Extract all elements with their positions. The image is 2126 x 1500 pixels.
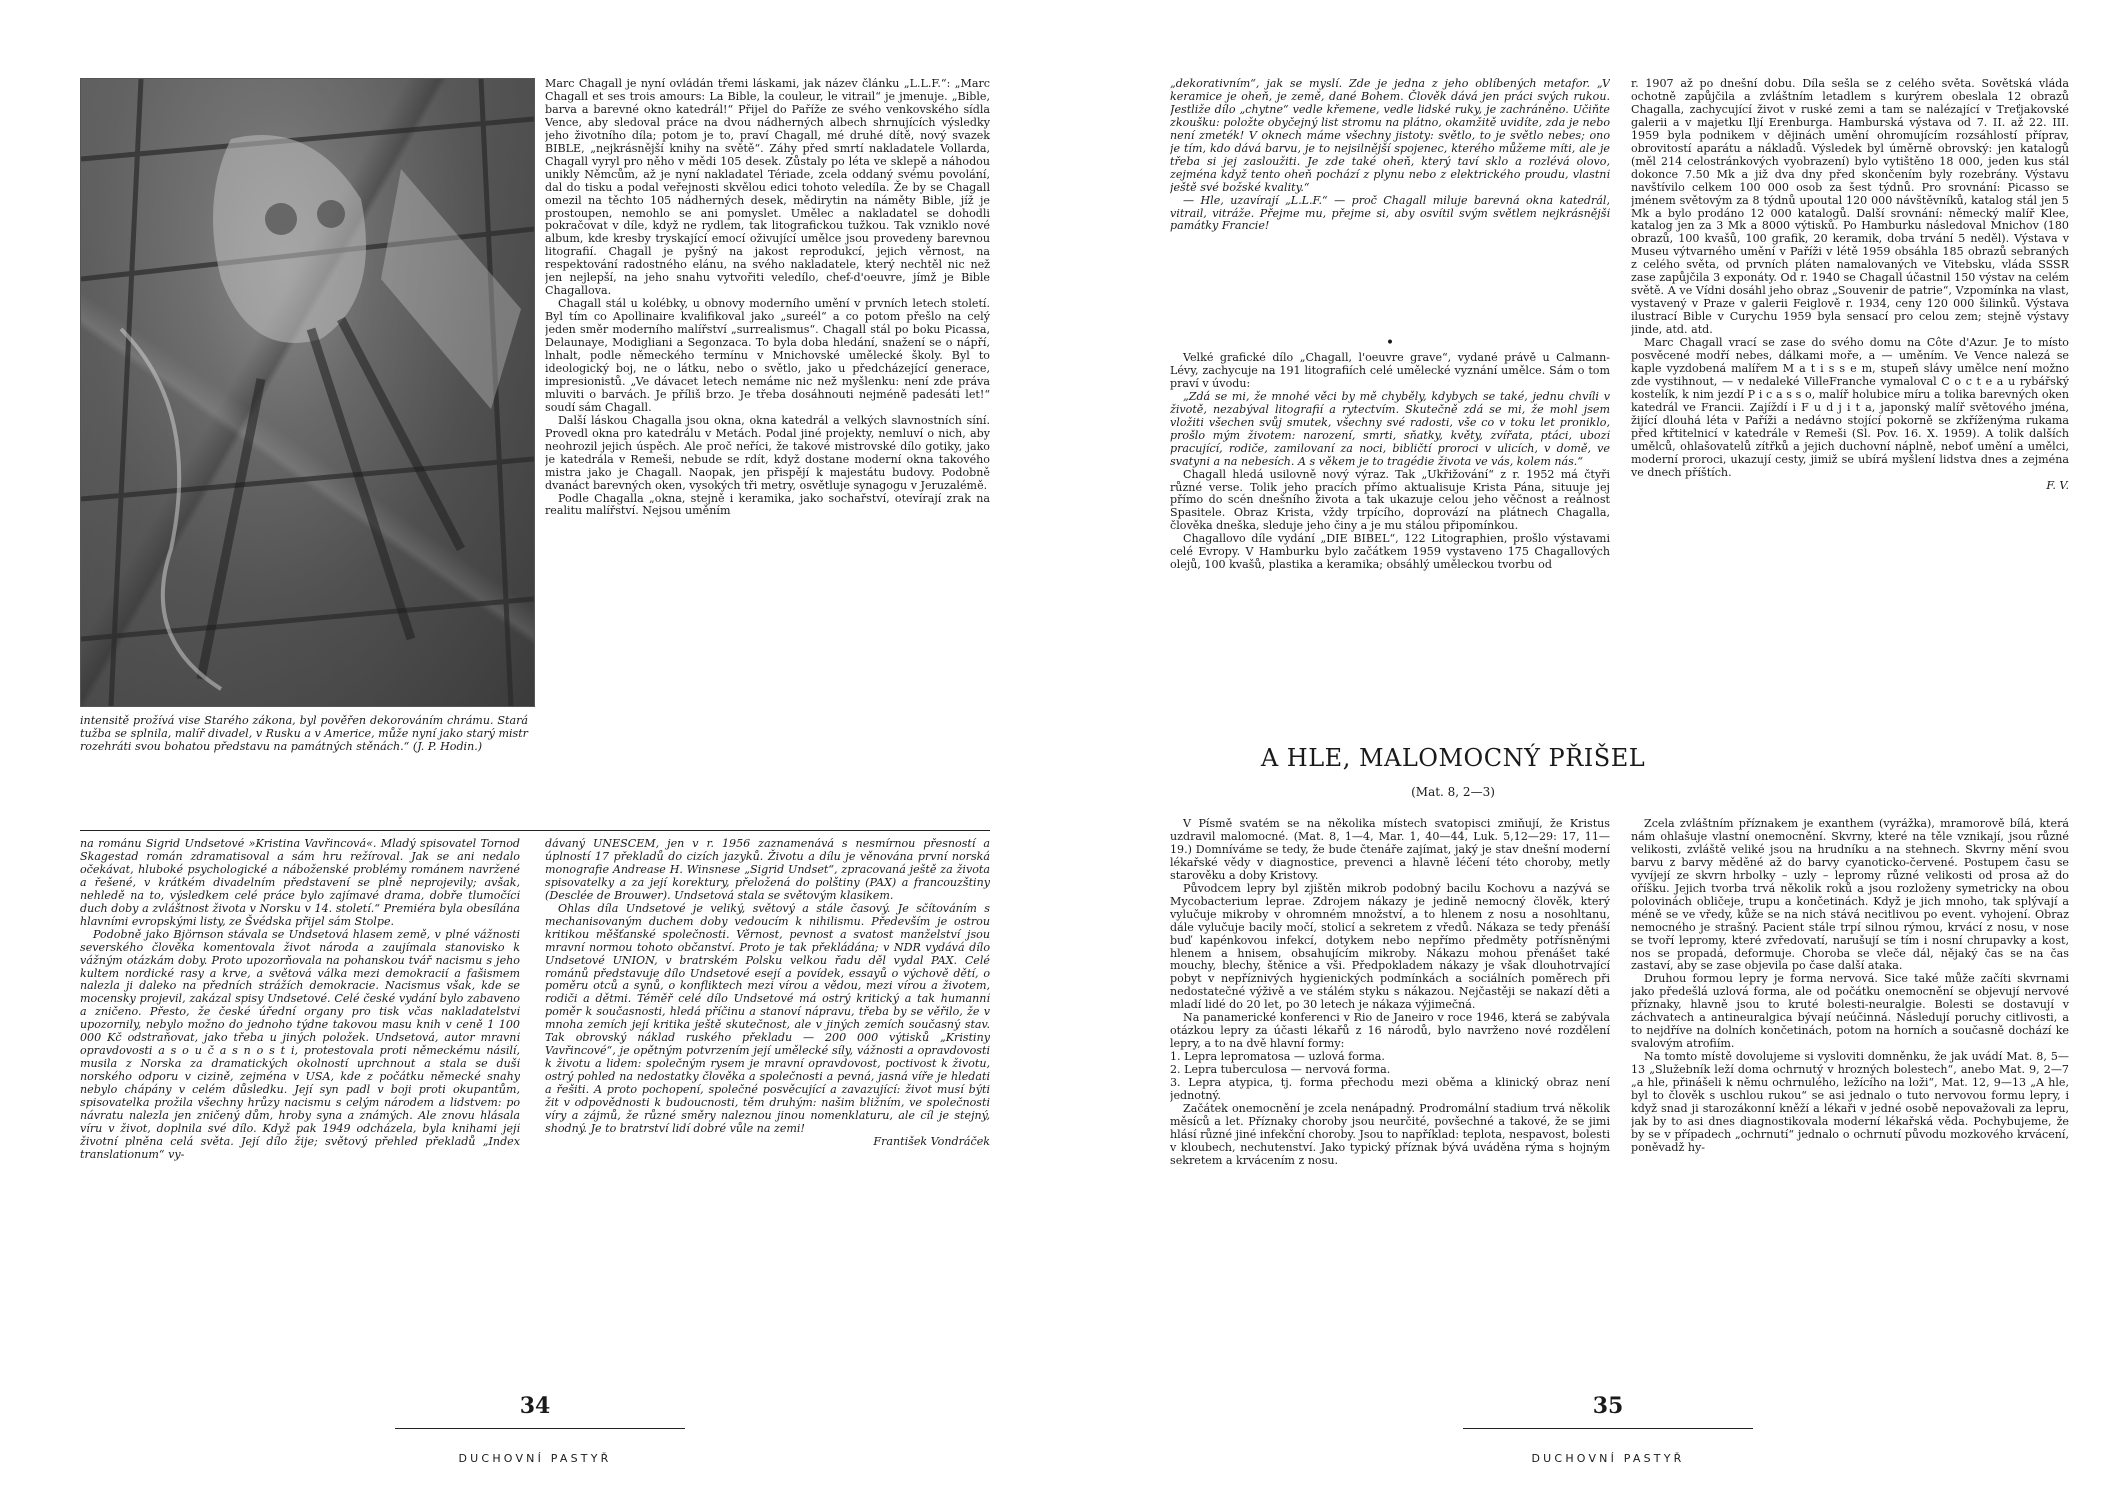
paragraph: Na panamerické konferenci v Rio de Janeiro v roce 1946, která se zabývala otázkou lepry za účasti lékařů z 16 národů, bylo navrženo nové rozdělení lepry, a to na dvě hlavní formy:: [1170, 1011, 1610, 1051]
page-number: 35: [1592, 1393, 1624, 1419]
paragraph: V Písmě svatém se na několika místech svatopisci zmiňují, že Kristus uzdravil malomocné. (Mat. 8, 1—4, Mar. 1, 40—44, Luk. 5,12—29: 17, 11—19.) Domníváme se tedy, že bude čtenáře zajímat, jaký je stav dnešní moderní lékařské vědy v diagnostice, prevenci a hlavně léčení této choroby, metly starověku a doby Kristovy.: [1170, 818, 1610, 882]
paragraph: r. 1907 až po dnešní dobu. Díla sešla se z celého světa. Sovětská vláda ochotně zapůjčila a zvláštním letadlem s kurýrem obeslala 12 obrazů Chagalla, zachycující život v ruské zemi a tam se nalézající v Treťjakovské galerii a v majetku Iljí Erenburga. Hamburská výstava od 7. II. až 22. III. 1959 byla podnikem v dějinách umění ohromujícím rozsáhlostí příprav, obrovitostí aparátu a nákladů. Výsledek byl úměrně obrovský: jen katalogů (měl 214 celostránkových vyobrazení) bylo vytištěno 18 000, jeden kus stál dokonce 7.50 Mk a již dva dny před skončením byly rozebrány. Výstavu navštívilo celkem 100 000 osob za šest týdnů. Pro srovnání: Picasso se jménem světovým za 8 týdnů upoutal 120 000 návštěvníků, katalog stál jen 5 Mk a bylo prodáno 12 000 katalogů. Další srovnání: německý malíř Klee, katalog jen za 3 Mk a 8000 výtisků. Po Hamburku následoval Mnichov (180 obrazů, 100 kvašů, 100 grafik, 20 keramik, doba trvání 5 neděl). Výstava v Museu výtvarného umění v Paříži v létě 1959 obsáhla 185 obrazů sebraných z celého světa, od prvních pláten namalovaných ve Vitebsku, vláda SSSR zase zapůjčila 3 exponáty. Od r. 1940 se Chagall účastnil 150 výstav na celém světě. A ve Vídni dosáhl jeho obraz „Souvenir de patrie“, Vzpomínka na vlast, vystavený v Praze v galerii Feiglově r. 1934, ceny 120 000 šilinků. Výstava ilustrací Bible v Curychu 1959 byla sensací pro celou zem; stejně výstavy jinde, atd. atd.: [1631, 78, 2069, 337]
paragraph: Marc Chagall je nyní ovládán třemi láskami, jak název článku „L.L.F.“: „Marc Chagall et ses trois amours: La Bible, la couleur, le vitrail“ je jmenuje. „Bible, barva a barevné okno katedrál!“ Přijel do Paříže ze svého venkovského sídla Vence, aby sledoval práce na dvou nádherných albech shrnujících výsledky jeho životního díla; potom je to, praví Chagall, mé druhé dítě, nový svazek BIBLE, „nejkrásnější knihy na světě“. Záhy před smrtí nakladatele Vollarda, Chagall vyryl pro něho v mědi 105 desek. Zůstaly po léta ve sklepě a náhodou unikly Němcům, až je nyní nakladatel Tériade, zcela oddaný svému povolání, dal do tisku a podal veřejnosti skvělou edici tohoto veledíla. Že by se Chagall omezil na těchto 105 nádherných desek, mědirytin na náměty Bible, jíž je prostoupen, nemohlo se ani pomyslet. Umělec a nakladatel se dohodli pokračovat v díle, když ne rydlem, tak litografickou tužkou. Tak vzniklo nové album, kde kresby tryskající emocí oživující umělce jsou provedeny barevnou litografií. Chagall je pyšný na jakost reprodukcí, jejich věrnost, na respektování radostného elánu, na svého nakladatele, který nechtěl nic než jen nejlepší, na jeho snahu vytvořiti veledílo, chef-d'oeuvre, jímž je Bible Chagallova.: [545, 78, 990, 298]
paragraph: „dekorativním“, jak se myslí. Zde je jedna z jeho oblíbených metafor. „V keramice je oheň, je země, dané Bohem. Člověk dává jen práci svých rukou. Jestliže dílo „chytne“ vedle křemene, vedle lidské ruky, je zachráněno. Učiňte zkoušku: položte obyčejný list stromu na plátno, okamžitě uvidíte, zda je nebo není zmeték! V oknech máme všechny jistoty: světlo, to je světlo nebes; ono je tím, kdo dává barvu, je to nejsilnější spojenec, kterého můžeme míti, ale je třeba si jej zasloužiti. Je zde také oheň, který taví sklo a rozlévá olovo, zejména když tento oheň pochází z plynu nebo z elektrického proudu, vlastní ještě své božské kvality.“: [1170, 78, 1610, 194]
chagall-article-column: [545, 78, 990, 848]
section-divider: [80, 830, 990, 831]
footer-title: DUCHOVNÍ PASTYŘ: [458, 1452, 612, 1465]
paragraph: Začátek onemocnění je zcela nenápadný. Prodromální stadium trvá několik měsíců a let. Příznaky choroby jsou neurčité, povšechné a takové, že se jimi hlásí různé jiné infekční choroby. Jsou to například: teplota, nespavost, bolesti v kloubech, nechutenství. Jako typický příznak bývá uváděna rýma s hojným sekretem a krvácením z nosu.: [1170, 1101, 1610, 1167]
paragraph: Podobně jako Björnson stávala se Undsetová hlasem země, v plné vážnosti severského člověka komentovala život národa a zaujímala stanovisko k vážným otázkám doby. Proto upozorňovala na pohanskou tvář nacismu s jeho kultem nordické rasy a krve, a světová válka mezi demokracií a fašismem nalezla ji daleko na předních strážích demokracie. Nacismus však, kde se mocensky projevil, zakázal spisy Undsetové. Celé české vydání bylo zabaveno a zničeno. Přesto, že české úřední organy pro tisk včas nakladatelství upozornily, nebylo možno do jednoho týdne takovou masu knih v ceně 1 100 000 Kč odstraňovat, jako třeba u jiných položek. Undsetová, autor mravní opravdovosti a s o u č a s n o s t i, protestovala proti německému násilí, musila z Norska za dramatických okolností uprchnout a stala se duší norského odporu v cizině, zejména v USA, kde z počátku německé snahy nebylo chápány v celém důsledku. Její syn padl v boji proti okupantům, spisovatelka prožila všechny hrůzy nacismu s celým národem a lidstvem: po návratu nalezla jen zničený dům, hroby syna a známých. Ale znovu hlásala víru v život, doplnila své dílo. Když pak 1949 odcházela, byla knihami její životní plněna celá světa. Její dílo žije; světový přehled překladů „Index translationum“ vy-: [80, 927, 520, 1161]
chagall-window-photo: [80, 78, 535, 707]
article-headline: A HLE, MALOMOCNÝ PŘIŠEL: [1260, 744, 1646, 772]
author-signature: František Vondráček: [873, 1134, 990, 1148]
undset-article-column-2: [545, 838, 990, 1398]
stained-glass-figure-image: [81, 79, 534, 706]
footer-rule: [1463, 1428, 1753, 1429]
paragraph: dávaný UNESCEM, jen v r. 1956 zaznamenává s nesmírnou přesností a úplností 17 překladů do cizích jazyků. Životu a dílu je věnována první norská monografie Andrease H. Winsnese „Sigrid Undset“, zpracovaná ještě za života spisovatelky a za její korektury, přeložená do polštiny (PAX) a francouzštiny (Desclée de Brouwer). Undsetová stala se světovým klasikem.: [545, 838, 990, 902]
list-item: 1. Lepra lepromatosa — uzlová forma.: [1170, 1050, 1385, 1064]
article-subheading: (Mat. 8, 2—3): [1411, 785, 1495, 799]
page-number: 34: [519, 1393, 551, 1419]
paragraph: Další láskou Chagalla jsou okna, okna katedrál a velkých slavnostních síní. Provedl okna pro katedrálu v Metách. Podal jiné projekty, nemluví o nich, aby neohrozil jejich úspěch. Ale proč neříci, že takové mistrovské dílo gotiky, jako je katedrála v Remeši, nebude se rdít, když dostane moderní okna takového mistra jako je Chagall. Naopak, jen přispějí k majestátu budovy. Podobně dvanáct barevných oken, vysokých tři metry, osvětluje synagogu v Jeruzalémě.: [545, 413, 990, 492]
footer-title: DUCHOVNÍ PASTYŘ: [1531, 1452, 1685, 1465]
chagall-continuation-column-1b: [1170, 352, 1610, 722]
chagall-continuation-column-2: [1631, 78, 2069, 728]
paragraph: Marc Chagall vrací se zase do svého domu na Côte d'Azur. Je to místo posvěcené modří nebes, dálkami moře, a — uměním. Ve Vence nalezá se kaple vyzdobená malířem M a t i s s e m, stupeň slávy umělce není možno zde vystihnout, — v nedaleké VilleFranche vymaloval C o c t e a u rybářský kostelík, k nim jezdí P i c a s s o, malíř holubice míru a tolika barevných oken katedrál ve Francii. Zajíždí i F u d j i t a, japonský malíř světového jména, žijící dlouhá léta v Paříži a nedávno stojící pokorně se zkříženýma rukama před křtitelnicí v katedrále v Remeši (Sl. Pov. 16. X. 1959). A tolik dalších umělců, ohlašovatelů zítřků a jejich duchovní náplně, neboť umění a umělci, moderní proroci, ukazují cesty, jimiž se ubírá myšlení lidstva dnes a zejména ve dnech příštích.: [1631, 336, 2069, 479]
paragraph: Ohlas díla Undsetové je veliký, světový a stále časový. Je sčítováním s mechanisovaným duchem doby vedoucím k nihilismu. Především je ostrou kritikou měšťanské společnosti. Věrnost, pevnost a svatost manželství jsou mravní normou tohoto občanství. Proto je tak překládána; v NDR vydává dílo Undsetové UNION, v bratrském Polsku velkou řadu děl vydal PAX. Celé románů představuje dílo Undsetové esejí a povídek, essayů o výchově dětí, o poměru otců a synů, o konfliktech mezi vírou a vědou, mezi vírou a životem, rodiči a dětmi. Téměř celé dílo Undsetové má ostrý kritický a tak humanní poměr k současnosti, hledá příčinu a stanoví nápravu, třeba by se věřilo, že v mnoha zemích její kritika ještě skutečnost, ale v jiných zemích současný stav. Tak obrovský náklad ruského překladu — 200 000 výtisků „Kristiny Vavřincové“, je opětným potvrzením její umělecké síly, vážnosti a opravdovosti k životu a lidem: společným rysem je mravní opravdovost, poctivost k životu, ostrý pohled na nedostatky člověka a společnosti a pevná, jasná víře je hledati a řešiti. A proto pochopení, společné posvěcující a zavazující: život musí býti žit v odpovědnosti k budoucnosti, těm druhým: našim bližním, ve společnosti víry a zájmů, že různé směry naleznou jinou nomenklaturu, ale cíl je stejný, shodný. Je to bratrství lidí dobré vůle na zemi!: [545, 901, 990, 1135]
paragraph: Chagallovo díle vydání „DIE BIBEL“, 122 Litographien, prošlo výstavami celé Evropy. V Hamburku bylo začátkem 1959 vystaveno 175 Chagallových olejů, 100 kvašů, plastika a keramika; obsáhlý uměleckou tvorbu od: [1170, 532, 1610, 572]
paragraph: Zcela zvláštním příznakem je exanthem (vyrážka), mramorově bílá, která nám ohlašuje vlastní onemocnění. Skvrny, které na těle vznikají, jsou různé velikosti, zvláště veliké jsou na hrudníku a na stehnech. Skvrny mění svou barvu z barvy měděné až do barvy cyanoticko-červené. Postupem času se vyvíjejí ze skvrn hrbolky – uzly – lepromy různé velikosti od prosa až do oříšku. Jejich tvorba trvá několik roků a jsou rozloženy symetricky na obou polovinách obličeje, trupu a končetinách. Když je jich mnoho, tak splývají a méně se ve vředy, kůže se na nich stává necitlivou po event. vyhojení. Obraz nemocného je strašný. Pacient stále trpí silnou rýmou, krvácí z nosu, v nose se tvoří lepromy, které zvředovatí, narušují se tím i nosní chrupavky a kost, nos se propadá, deformuje. Choroba se vleče dál, nějaký čas se na čas zastaví, aby se zase objevila po čase další ataka.: [1631, 818, 2069, 973]
undset-article-column-1: [80, 838, 520, 1398]
page-35: [1063, 0, 2126, 1500]
paragraph: Velké grafické dílo „Chagall, l'oeuvre grave“, vydané právě u Calmann-Lévy, zachycuje na 191 litografiích celé umělecké vyznání umělce. Sám o tom praví v úvodu:: [1170, 352, 1610, 390]
chagall-continuation-column-1: [1170, 78, 1610, 308]
quote-paragraph: „Zdá se mi, že mnohé věci by mě chyběly, kdybych se také, jednu chvíli v životě, nezabýval litografií a rytectvím. Skutečně zdá se mi, že mohl jsem vložiti všechen svůj smutek, všechny své radosti, vše co v toku let proniklo, prošlo mým životem: narození, smrti, sňatky, květy, zvířata, ptáci, ubozí pracující, rodiče, zamilovaní za noci, bibličtí proroci v ulicích, v domě, ve svatyni a na nebesích. A s věkem je to tragédie života ve vás, kolem nás.“: [1170, 389, 1610, 468]
author-initials: F. V.: [2046, 478, 2069, 492]
photo-caption: intensitě prožívá vise Starého zákona, byl pověřen dekorováním chrámu. Stará tužba se splnila, malíř divadel, v Rusku a v Americe, může nyní jako starý mistr rozehráti svou bohatou představu na památných stěnách.“ (J. P. Hodin.): [80, 714, 528, 753]
leprosy-article-column-2: [1631, 818, 2069, 1398]
paragraph: Na tomto místě dovolujeme si vysloviti domněnku, že jak uvádí Mat. 8, 5—13 „Služebník leží doma ochrnutý v hrozných bolestech“, anebo Mat. 9, 2—7 „a hle, přinášeli k němu ochrnulého, ležícího na loži“, Mat. 12, 9—13 „A hle, byl to člověk s uschlou rukou“ se asi jednalo o tuto nervovou formu lepry, i když snad ji starozákonní kněží a lékaři v jedné osobě nepovažovali za lepru, jak by to asi dnes diagnostikovala moderní lékařská věda. Pochybujeme, že by se v případech „ochrnutí“ jednalo o ochrnutí původu mozkového krvácení, poněvadž hy-: [1631, 1050, 2069, 1154]
paragraph: Chagall hledá usilovně nový výraz. Tak „Ukřižování“ z r. 1952 má čtyři různé verse. Tolik jeho pracích přímo aktualisuje Krista Pána, situuje jej přímo do scén dnešního života a tak ukazuje celou jeho věčnost a reálnost Spasitele. Obraz Krista, vždy trpícího, doprovází na plátnech Chagalla, člověka dneška, sleduje jeho činy a je mu stálou připomínkou.: [1170, 467, 1610, 533]
paragraph: — Hle, uzavírají „L.L.F.“ — proč Chagall miluje barevná okna katedrál, vitrail, vitráže. Přejme mu, přejme si, aby osvítil svým světlem nejkrásnější památky Francie!: [1170, 193, 1610, 233]
paragraph: Druhou formou lepry je forma nervová. Sice také může začíti skvrnami jako předešlá uzlová forma, ale od počátku onemocnění se objevují nervové příznaky, hlavně jsou to kruté bolesti-neuralgie. Bolesti se dostavují v záchvatech a antineuralgica bývají neúčinná. Následují poruchy citlivosti, a to nejdříve na dolních končetinách, potom na horních a současně dochází ke svalovým atrofiím.: [1631, 972, 2069, 1051]
paragraph: Původcem lepry byl zjištěn mikrob podobný bacilu Kochovu a nazývá se Mycobacterium leprae. Zdrojem nákazy je jedině nemocný člověk, který vylučuje mikroby v ohromném množství, a to hlenem z nosu a nosohltanu, dále vylučuje bacily močí, stolicí a sekretem z vředů. Nákaza se tedy přenáší buď kapénkovou infekcí, dotykem nebo nepřímo předměty potřísněnými hlenem a hnisem, obsahujícím mikroby. Nákazu mohou přenášet také mouchy, blechy, štěnice a vši. Předpokladem nákazy je však dlouhotrvající pobyt v nepříznivých hygienických podmínkách a sociálních poměrech při nedostatečné výživě a ve stálém styku s nákazou. Nejčastěji se nakazí děti a mladí lidé do 20 let, po 30 letech je nákaza výjimečná.: [1170, 881, 1610, 1012]
paragraph: Chagall stál u kolébky, u obnovy moderního umění v prvních letech století. Byl tím co Apollinaire kvalifikoval jako „sureél“ a co potom přešlo na celý jeden směr moderního malířství „surrealismus“. Chagall stál po boku Picassa, Delaunaye, Modigliani a Segonzaca. To byla doba hledání, snažení se o nápří, lnhalt, podle německého termínu v Mnichovské umělecké školy. Byl to ideologický boj, ne o látku, nebo o světlo, jako u předcházející generace, impresionistů. „Ve dávacet letech nemáme nic než myšlenku: není zde práva mluviti o barvách. Je příliš brzo. Je třeba dosáhnouti nejméně padesáti let!“ soudí sám Chagall.: [545, 297, 990, 414]
paragraph: Podle Chagalla „okna, stejně i keramika, jako sochařství, otevírají zrak na realitu malířství. Nejsou uměním: [545, 491, 990, 518]
paragraph: na románu Sigrid Undsetové »Kristina Vavřincová«. Mladý spisovatel Tornod Skagestad román zdramatisoval a sám hru režíroval. Jak se ani nedalo očekávat, hluboké psychologické a náboženské problémy románem navržené a řešené, v krátkém divadelním představení se plně neprojevily; avšak, nehledě na to, výsledkem celé práce bylo zajímavé drama, dobře tlumočící duch doby a zvláštnost života v Norsku v 14. století.“ Premiéra byla obesílána hlavními evropskými listy, ze Švédska přijel sám Stolpe.: [80, 838, 520, 928]
leprosy-article-column-1: [1170, 818, 1610, 1398]
section-dot: •: [1385, 335, 1395, 351]
footer-rule: [395, 1428, 685, 1429]
list-item: 2. Lepra tuberculosa — nervová forma.: [1170, 1063, 1391, 1077]
list-item: 3. Lepra atypica, tj. forma přechodu mezi oběma a klinický obraz není jednotný.: [1170, 1076, 1610, 1103]
